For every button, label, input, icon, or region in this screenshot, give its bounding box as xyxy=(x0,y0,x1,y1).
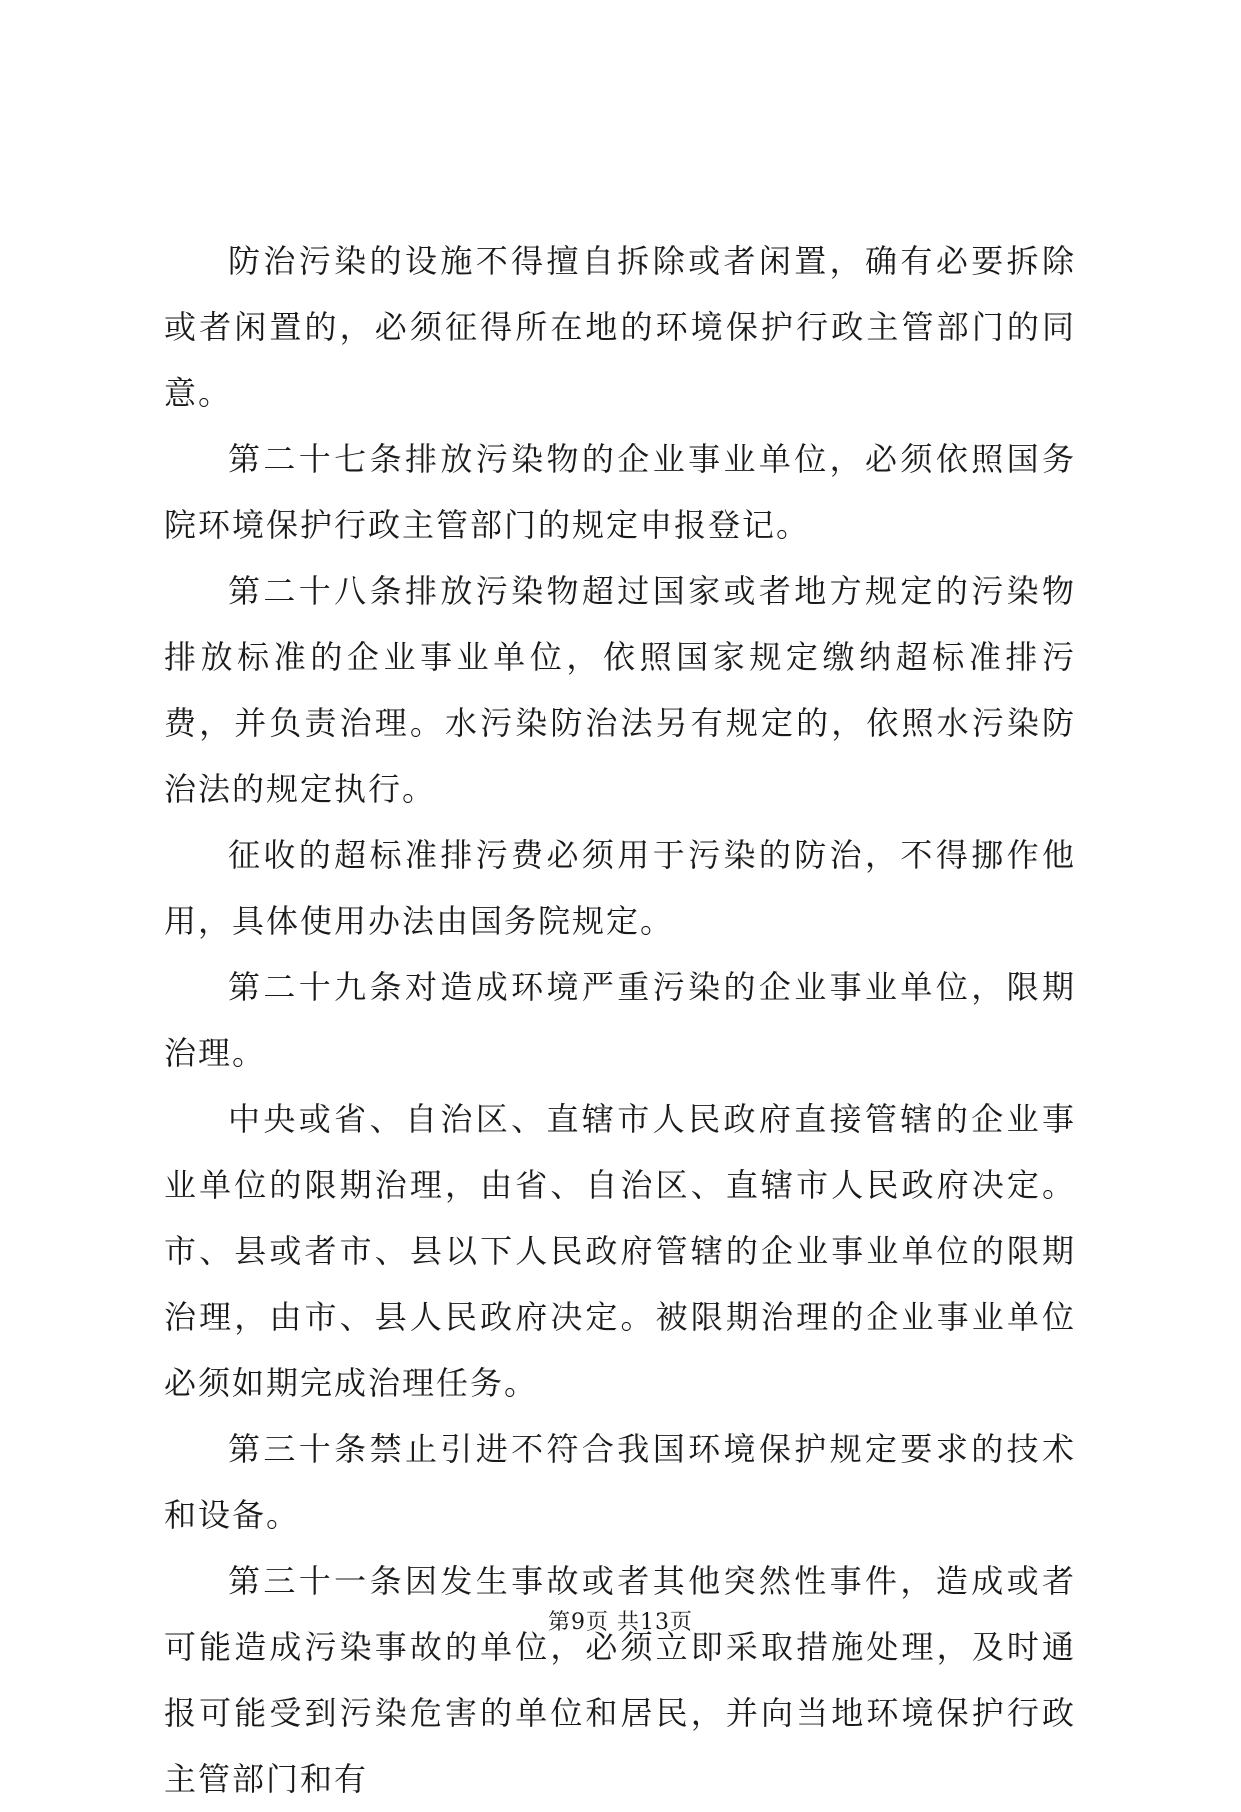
paragraph-4: 征收的超标准排污费必须用于污染的防治，不得挪作他用，具体使用办法由国务院规定。 xyxy=(164,836,1076,940)
paragraph-1: 防治污染的设施不得擅自拆除或者闲置，确有必要拆除或者闲置的，必须征得所在地的环境保护行政主管部门的同意。 xyxy=(164,242,1076,412)
paragraph-7: 第三十条禁止引进不符合我国环境保护规定要求的技术和设备。 xyxy=(164,1430,1076,1534)
paragraph-6: 中央或省、自治区、直辖市人民政府直接管辖的企业事业单位的限期治理，由省、自治区、直辖市人民政府决定。市、县或者市、县以下人民政府管辖的企业事业单位的限期治理，由市、县人民政府决定。被限期治理的企业事业单位必须如期完成治理任务。 xyxy=(164,1100,1076,1402)
paragraph-5: 第二十九条对造成环境严重污染的企业事业单位，限期治理。 xyxy=(164,968,1076,1072)
paragraph-2: 第二十七条排放污染物的企业事业单位，必须依照国务院环境保护行政主管部门的规定申报登记。 xyxy=(164,440,1076,544)
paragraph-3: 第二十八条排放污染物超过国家或者地方规定的污染物排放标准的企业事业单位，依照国家规定缴纳超标准排污费，并负责治理。水污染防治法另有规定的，依照水污染防治法的规定执行。 xyxy=(164,572,1076,808)
document-body xyxy=(164,228,1076,1812)
page-number-footer: 第9页 共13页 xyxy=(548,1610,693,1635)
paragraph-8: 第三十一条因发生事故或者其他突然性事件，造成或者可能造成污染事故的单位，必须立即采取措施处理，及时通报可能受到污染危害的单位和居民，并向当地环境保护行政主管部门和有 xyxy=(164,1562,1076,1798)
